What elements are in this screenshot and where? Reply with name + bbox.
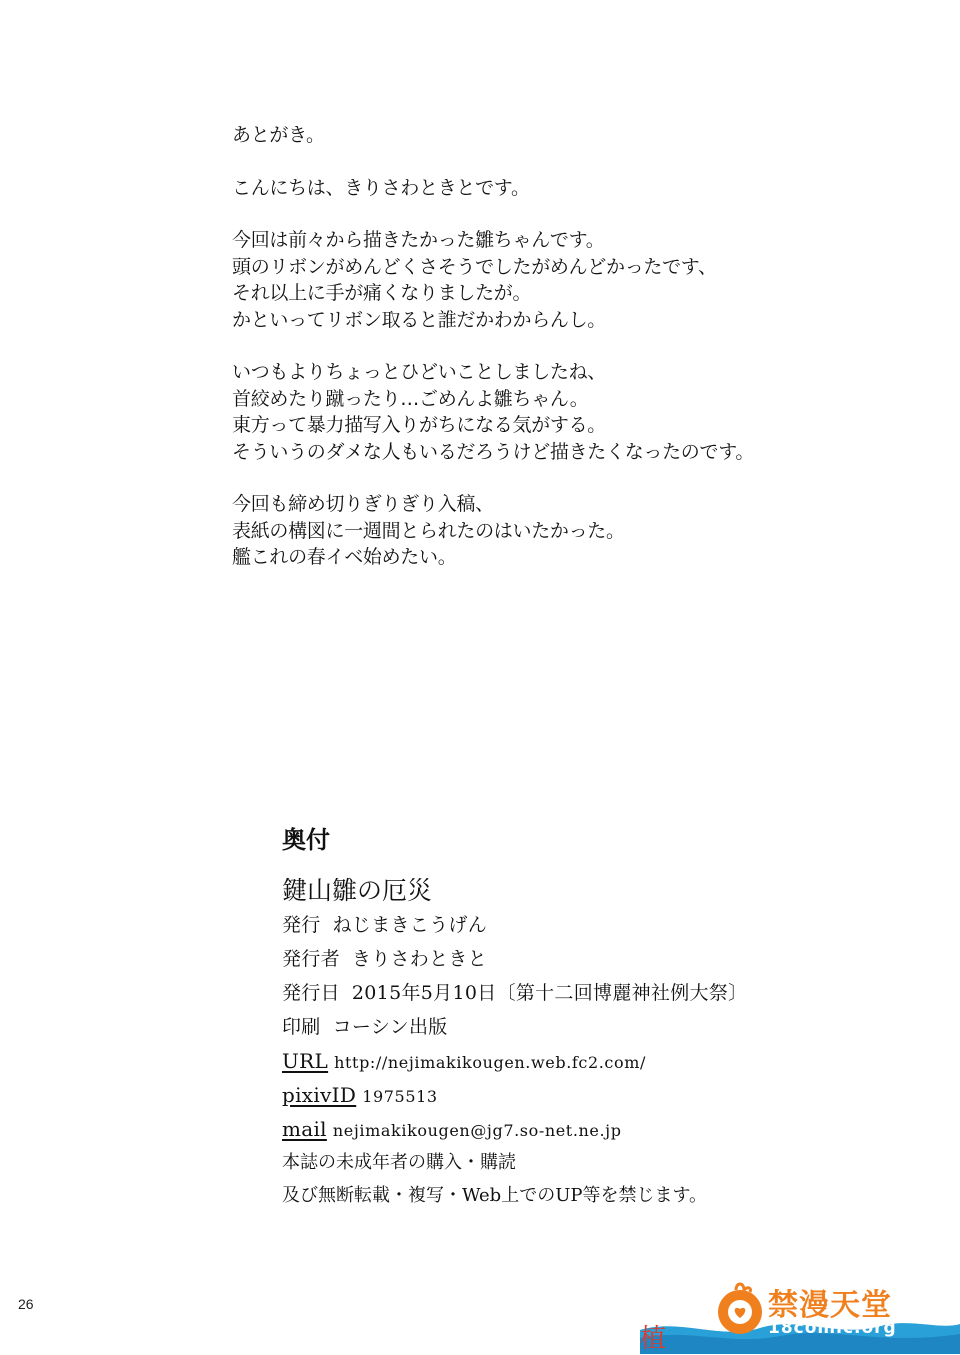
afterword-line: それ以上に手が痛くなりましたが。 bbox=[232, 282, 532, 304]
author-value: きりさわときと bbox=[351, 948, 488, 970]
afterword-line: あとがき。 bbox=[232, 124, 325, 146]
date-label: 発行日 bbox=[282, 982, 340, 1004]
colophon bbox=[282, 822, 902, 1212]
url-row bbox=[282, 1044, 902, 1078]
publisher-label: 発行 bbox=[282, 914, 321, 936]
notice-line: 本誌の未成年者の購入・購読 bbox=[282, 1152, 516, 1173]
afterword-line: 今回も締め切りぎりぎり入稿、 bbox=[232, 493, 494, 515]
watermark-domain: 18comic.org bbox=[768, 1318, 897, 1338]
afterword-line: 頭のリボンがめんどくさそうでしたがめんどかったです、 bbox=[232, 255, 717, 278]
afterword-line: こんにちは、きりさわときとです。 bbox=[232, 176, 530, 199]
afterword-line: いつもよりちょっとひどいことしましたね、 bbox=[232, 361, 607, 383]
pixiv-label: pixivID bbox=[282, 1083, 357, 1107]
author-label: 発行者 bbox=[282, 948, 340, 970]
url-value: http://nejimakikougen.web.fc2.com/ bbox=[334, 1053, 646, 1072]
greeting-paragraph bbox=[232, 175, 892, 202]
whale-logo-icon bbox=[710, 1278, 770, 1338]
afterword bbox=[232, 122, 892, 597]
printer-value: コーシン出版 bbox=[332, 1016, 448, 1038]
pixiv-row bbox=[282, 1078, 902, 1112]
closing-paragraph bbox=[232, 491, 892, 571]
book-title: 鍵山雛の厄災 bbox=[282, 876, 433, 905]
url-label: URL bbox=[282, 1049, 329, 1073]
mail-label: mail bbox=[282, 1117, 327, 1141]
watermark-title: 禁漫天堂 bbox=[768, 1288, 892, 1323]
publisher-row bbox=[282, 908, 902, 942]
notice-line: 及び無断転載・複写・Web上でのUP等を禁じます。 bbox=[282, 1185, 708, 1206]
pixiv-value: 1975513 bbox=[362, 1087, 438, 1106]
site-watermark bbox=[640, 1272, 960, 1354]
date-value: 2015年5月10日〔第十二回博麗神社例大祭〕 bbox=[351, 982, 748, 1004]
stamp-fragment: 植 bbox=[640, 1324, 667, 1354]
afterword-line: 艦これの春イベ始めたい。 bbox=[232, 546, 457, 568]
afterword-line: 今回は前々から描きたかった雛ちゃんです。 bbox=[232, 229, 605, 251]
printer-label: 印刷 bbox=[282, 1016, 321, 1038]
afterword-line: 首絞めたり蹴ったり…ごめんよ雛ちゃん。 bbox=[232, 387, 589, 410]
author-row bbox=[282, 942, 902, 976]
subject-paragraph bbox=[232, 227, 892, 333]
afterword-heading-paragraph bbox=[232, 122, 892, 149]
afterword-line: かといってリボン取ると誰だかわからんし。 bbox=[232, 308, 607, 331]
mail-value: nejimakikougen@jg7.so-net.ne.jp bbox=[332, 1121, 622, 1140]
colophon-heading: 奥付 bbox=[282, 825, 330, 854]
date-row bbox=[282, 976, 902, 1010]
page-number: 26 bbox=[18, 1296, 34, 1312]
printer-row bbox=[282, 1010, 902, 1044]
afterword-line: そういうのダメな人もいるだろうけど描きたくなったのです。 bbox=[232, 440, 755, 463]
publisher-value: ねじまきこうげん bbox=[332, 914, 488, 936]
afterword-line: 東方って暴力描写入りがちになる気がする。 bbox=[232, 414, 607, 436]
content-paragraph bbox=[232, 359, 892, 465]
afterword-line: 表紙の構図に一週間とられたのはいたかった。 bbox=[232, 519, 625, 542]
mail-row bbox=[282, 1112, 902, 1146]
